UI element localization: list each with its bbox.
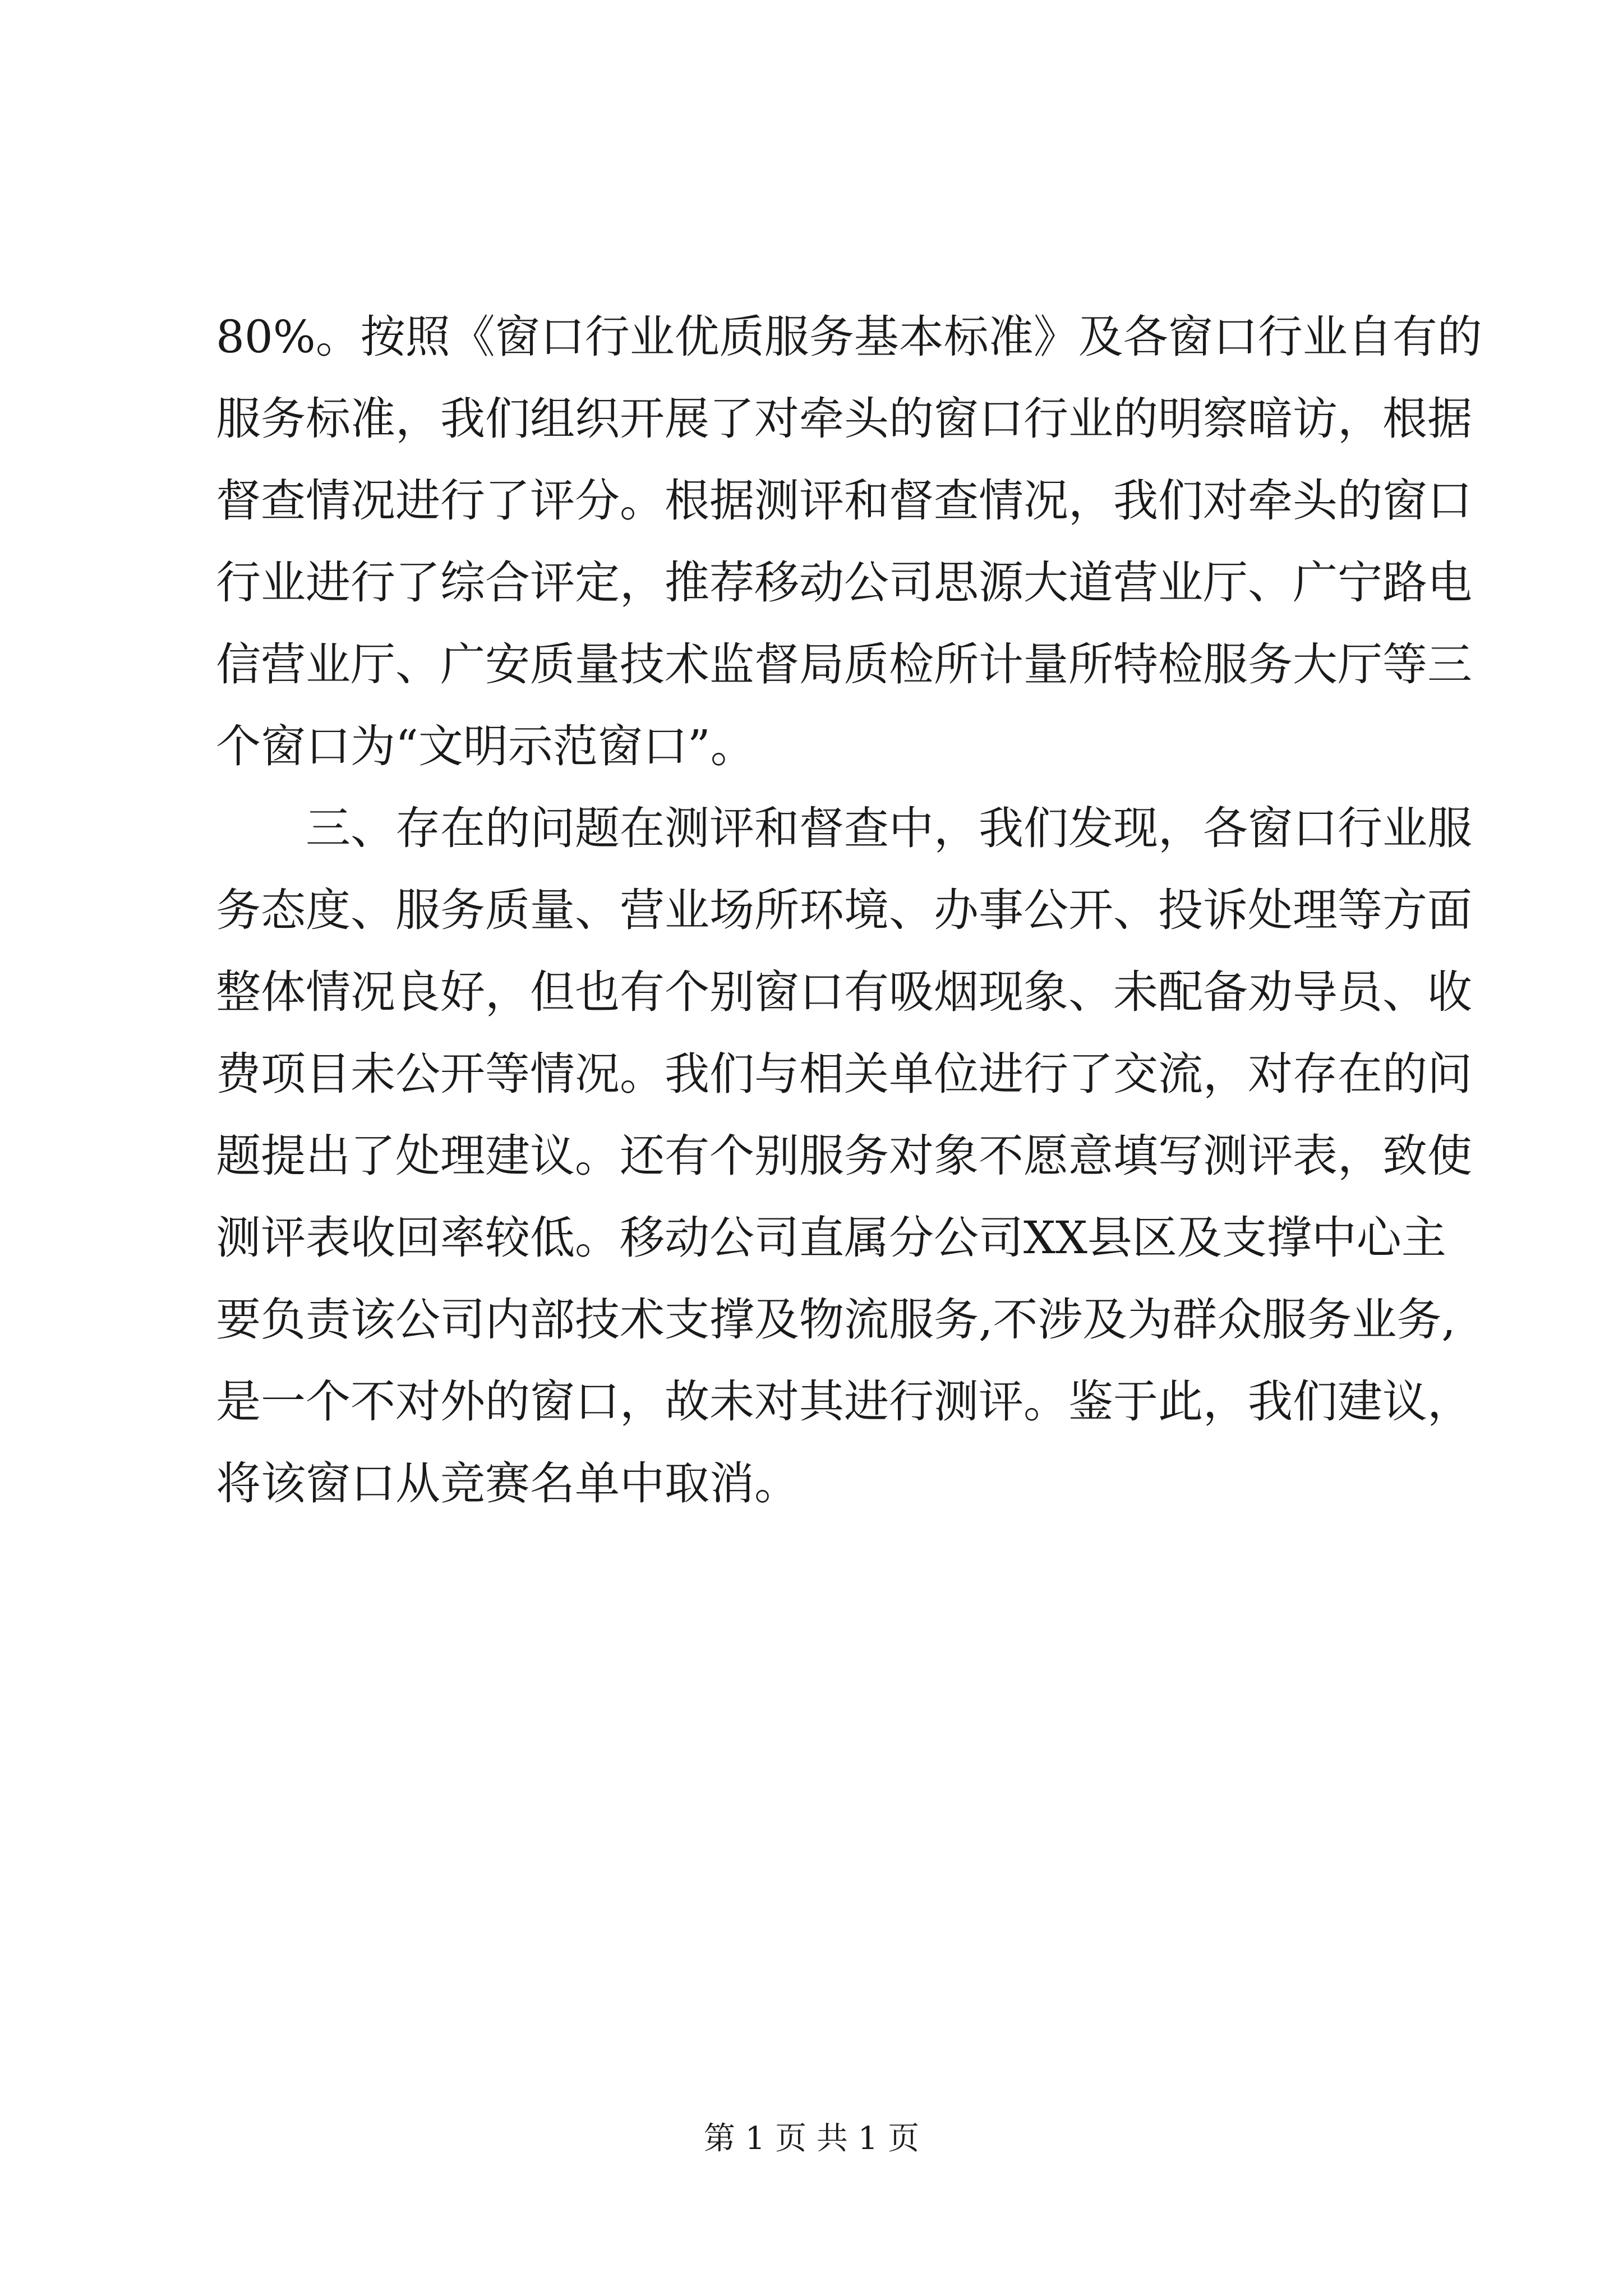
paragraph-1-line-3: 督查情况进行了评分。根据测评和督查情况，我们对牵头的窗口 <box>216 475 1472 527</box>
paragraph-2-line-9: 将该窗口从竞赛名单中取消。 <box>216 1457 799 1510</box>
paragraph-2-line-6: 测评表收回率较低。移动公司直属分公司XX县区及支撑中心主 <box>216 1212 1446 1264</box>
paragraph-2-line-3: 整体情况良好，但也有个别窗口有吸烟现象、未配备劝导员、收 <box>216 966 1472 1018</box>
paragraph-1-line-6: 个窗口为“文明示范窗口”。 <box>216 720 755 772</box>
paragraph-2-line-4: 费项目未公开等情况。我们与相关单位进行了交流，对存在的问 <box>216 1048 1472 1100</box>
page-number-label: 第 1 页 共 1 页 <box>703 2120 920 2157</box>
paragraph-1-line-1: 80%。按照《窗口行业优质服务基本标准》及各窗口行业自有的 <box>216 311 1482 363</box>
paragraph-1 <box>216 296 1482 788</box>
paragraph-2-line-1: 三、存在的问题在测评和督查中，我们发现，各窗口行业服 <box>306 802 1472 854</box>
paragraph-2 <box>216 788 1472 1525</box>
paragraph-1-line-4: 行业进行了综合评定，推荐移动公司思源大道营业厅、广宁路电 <box>216 556 1472 609</box>
document-body <box>216 296 1482 1525</box>
paragraph-1-line-2: 服务标准，我们组织开展了对牵头的窗口行业的明察暗访，根据 <box>216 393 1472 445</box>
page-footer <box>0 2114 1623 2159</box>
paragraph-2-line-5: 题提出了处理建议。还有个别服务对象不愿意填写测评表，致使 <box>216 1130 1472 1182</box>
paragraph-2-line-8: 是一个不对外的窗口，故未对其进行测评。鉴于此，我们建议， <box>216 1375 1472 1428</box>
paragraph-2-line-7: 要负责该公司内部技术支撑及物流服务,不涉及为群众服务业务, <box>216 1294 1456 1346</box>
paragraph-1-line-5: 信营业厅、广安质量技术监督局质检所计量所特检服务大厅等三 <box>216 638 1472 691</box>
paragraph-2-line-2: 务态度、服务质量、营业场所环境、办事公开、投诉处理等方面 <box>216 884 1472 936</box>
